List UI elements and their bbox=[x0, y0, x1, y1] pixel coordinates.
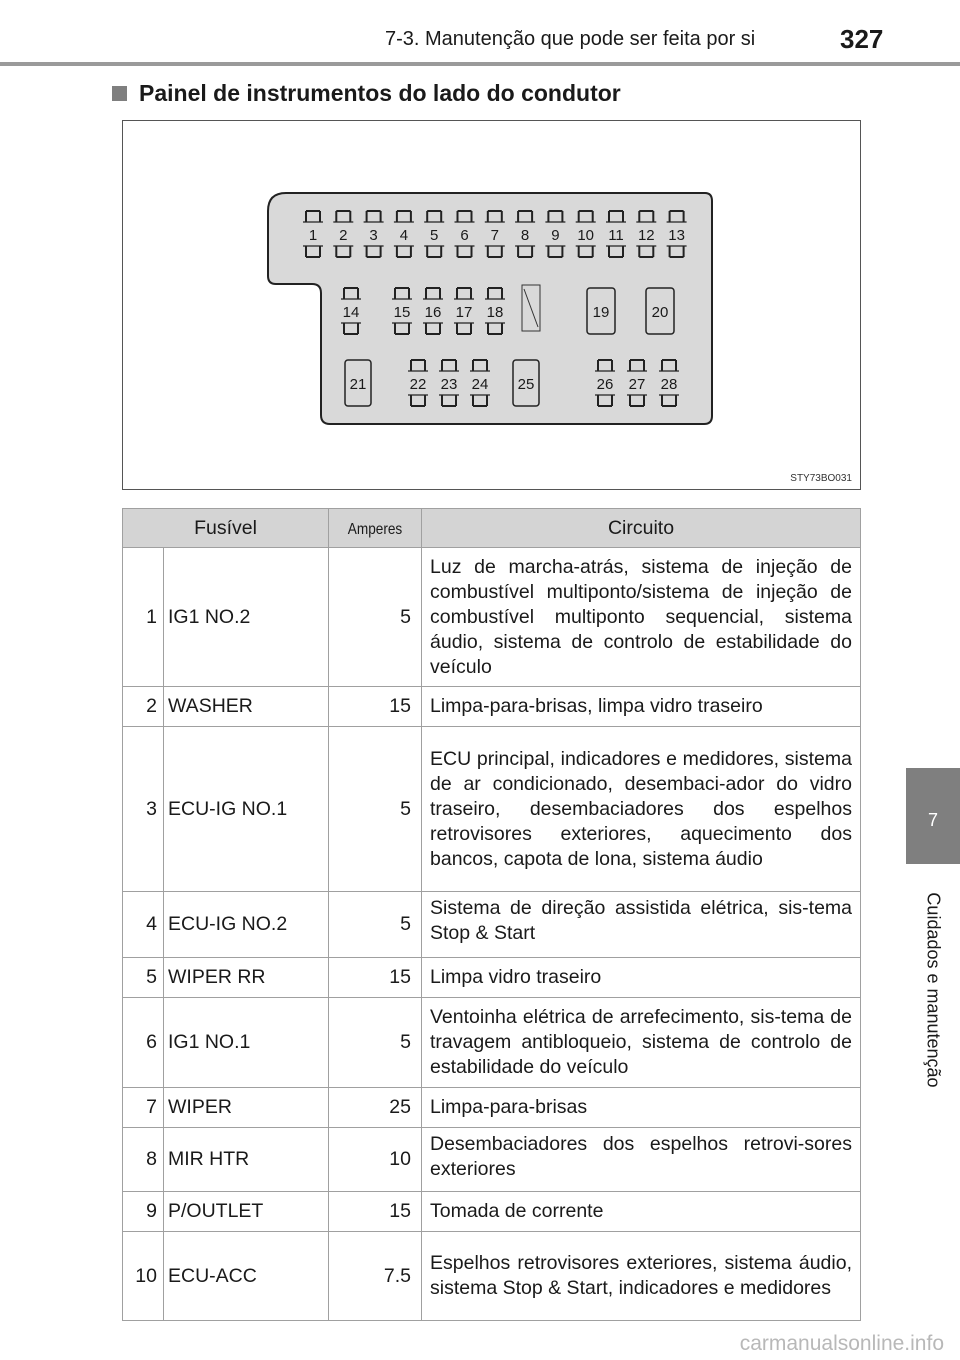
fuse-label: 15 bbox=[393, 304, 411, 321]
fuse-label: 12 bbox=[637, 227, 655, 244]
fuse-label: 24 bbox=[471, 376, 489, 393]
fuse-label: 8 bbox=[520, 227, 530, 244]
fuse-amperes: 5 bbox=[329, 548, 422, 687]
fuse-number: 6 bbox=[123, 998, 164, 1088]
fuse-circuit: Luz de marcha-atrás, sistema de injeção de combustível multiponto/sistema de injeção de combustível multiponto sequencial, sistema áudio, sistema de controlo de estabilidade do veículo bbox=[422, 548, 861, 687]
fuse-number: 2 bbox=[123, 687, 164, 727]
table-row bbox=[123, 687, 861, 727]
fuse-label: 22 bbox=[409, 376, 427, 393]
fuse-circuit: Tomada de corrente bbox=[422, 1192, 861, 1232]
fuse-box-figure bbox=[122, 120, 861, 490]
fuse-circuit: Espelhos retrovisores exteriores, sistema áudio, sistema Stop & Start, indicadores e medidores bbox=[422, 1232, 861, 1321]
table-row bbox=[123, 548, 861, 687]
fuse-amperes: 15 bbox=[329, 958, 422, 998]
header-rule bbox=[0, 62, 960, 66]
fuse-circuit: Limpa-para-brisas, limpa vidro traseiro bbox=[422, 687, 861, 727]
fuse-name: IG1 NO.1 bbox=[164, 998, 329, 1088]
fuse-circuit: Desembaciadores dos espelhos retrovi-sores exteriores bbox=[422, 1128, 861, 1192]
fuse-name: P/OUTLET bbox=[164, 1192, 329, 1232]
bullet-square-icon bbox=[112, 86, 127, 101]
fuse-21 bbox=[345, 360, 371, 406]
table-row bbox=[123, 998, 861, 1088]
fuse-name: ECU-IG NO.1 bbox=[164, 727, 329, 892]
fuse-name: ECU-ACC bbox=[164, 1232, 329, 1321]
fuse-box-diagram bbox=[123, 121, 860, 489]
fuse-label: 25 bbox=[517, 376, 535, 393]
fuse-number: 8 bbox=[123, 1128, 164, 1192]
page-number: 327 bbox=[840, 24, 884, 54]
fuse-amperes: 15 bbox=[329, 687, 422, 727]
fuse-number: 4 bbox=[123, 892, 164, 958]
header-amperes-text: Amperes bbox=[347, 520, 403, 538]
fuse-circuit: ECU principal, indicadores e medidores, sistema de ar condicionado, desembaci-ador do vidro traseiro, desembaciadores dos espelhos retrovisores exteriores, aquecimento dos bancos, capota de lona, sistema áudio bbox=[422, 727, 861, 892]
fuse-label: 28 bbox=[660, 376, 678, 393]
table-row bbox=[123, 958, 861, 998]
fuse-name: IG1 NO.2 bbox=[164, 548, 329, 687]
fuse-amperes: 5 bbox=[329, 892, 422, 958]
fuse-label: 1 bbox=[308, 227, 318, 244]
section-heading-text: Painel de instrumentos do lado do condutor bbox=[139, 80, 621, 106]
watermark: carmanualsonline.info bbox=[739, 1332, 944, 1355]
fuse-label: 2 bbox=[339, 227, 348, 244]
header-fuse: Fusível bbox=[123, 509, 329, 548]
fuse-circuit: Limpa-para-brisas bbox=[422, 1088, 861, 1128]
fuse-label: 3 bbox=[369, 227, 378, 244]
fuse-amperes: 5 bbox=[329, 727, 422, 892]
header-section-title: 7-3. Manutenção que pode ser feita por si bbox=[385, 28, 756, 50]
fuse-label: 5 bbox=[430, 227, 439, 244]
fuse-table bbox=[122, 508, 861, 1321]
fuse-label: 17 bbox=[455, 304, 473, 321]
section-heading bbox=[112, 80, 621, 107]
fuse-19 bbox=[587, 288, 615, 334]
chapter-number: 7 bbox=[927, 810, 938, 830]
fuse-label: 26 bbox=[596, 376, 614, 393]
fuse-number: 3 bbox=[123, 727, 164, 892]
header-circuit: Circuito bbox=[422, 509, 861, 548]
fuse-amperes: 5 bbox=[329, 998, 422, 1088]
figure-code: STY73BO031 bbox=[790, 473, 852, 484]
fuse-number: 10 bbox=[123, 1232, 164, 1321]
fuse-label: 16 bbox=[424, 304, 442, 321]
fuse-label: 9 bbox=[551, 227, 560, 244]
fuse-name: WIPER RR bbox=[164, 958, 329, 998]
table-row bbox=[123, 1232, 861, 1321]
fuse-amperes: 15 bbox=[329, 1192, 422, 1232]
fuse-label: 23 bbox=[440, 376, 458, 393]
table-row bbox=[123, 892, 861, 958]
fuse-number: 5 bbox=[123, 958, 164, 998]
chapter-label-text: Cuidados e manutenção bbox=[923, 892, 944, 1088]
fuse-name: WIPER bbox=[164, 1088, 329, 1128]
header-amperes bbox=[329, 509, 422, 548]
fuse-20 bbox=[646, 288, 674, 334]
fuse-number: 9 bbox=[123, 1192, 164, 1232]
fuse-amperes: 10 bbox=[329, 1128, 422, 1192]
table-row bbox=[123, 1088, 861, 1128]
fuse-amperes: 7.5 bbox=[329, 1232, 422, 1321]
fuse-label: 11 bbox=[608, 227, 624, 244]
fuse-name: MIR HTR bbox=[164, 1128, 329, 1192]
fuse-label: 18 bbox=[486, 304, 504, 321]
fuse-circuit: Limpa vidro traseiro bbox=[422, 958, 861, 998]
fuse-25 bbox=[513, 360, 539, 406]
fuse-name: ECU-IG NO.2 bbox=[164, 892, 329, 958]
table-row bbox=[123, 727, 861, 892]
fuse-label: 21 bbox=[349, 376, 367, 393]
fuse-label: 6 bbox=[460, 227, 469, 244]
fuse-label: 27 bbox=[628, 376, 646, 393]
fuse-number: 7 bbox=[123, 1088, 164, 1128]
fuse-circuit: Sistema de direção assistida elétrica, sis-tema Stop & Start bbox=[422, 892, 861, 958]
empty-fuse-slot bbox=[522, 285, 540, 331]
fuse-label: 20 bbox=[651, 304, 669, 321]
table-row bbox=[123, 1192, 861, 1232]
fuse-label: 4 bbox=[399, 227, 409, 244]
fuse-circuit: Ventoinha elétrica de arrefecimento, sis-tema de travagem antibloqueio, sistema de controlo de estabilidade do veículo bbox=[422, 998, 861, 1088]
fuse-label: 19 bbox=[592, 304, 610, 321]
fuse-label: 7 bbox=[490, 227, 499, 244]
fuse-amperes: 25 bbox=[329, 1088, 422, 1128]
table-row bbox=[123, 1128, 861, 1192]
table-header-row bbox=[123, 509, 861, 548]
fuse-number: 1 bbox=[123, 548, 164, 687]
fuse-label: 10 bbox=[577, 227, 595, 244]
fuse-name: WASHER bbox=[164, 687, 329, 727]
fuse-label: 13 bbox=[668, 227, 685, 244]
chapter-tab bbox=[906, 768, 960, 864]
fuse-label: 14 bbox=[342, 304, 360, 321]
